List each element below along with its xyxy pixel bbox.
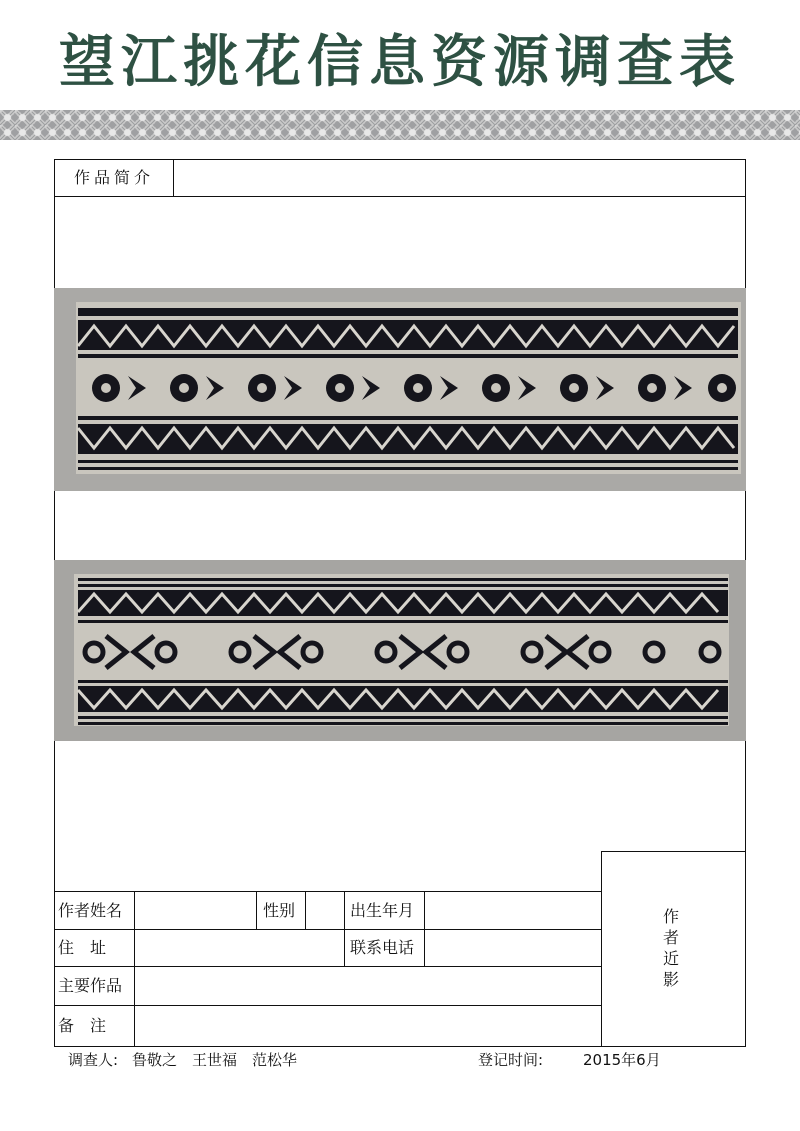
author-name-label: 作者姓名	[58, 901, 123, 920]
form-divider	[54, 196, 746, 197]
form-divider	[134, 891, 135, 1047]
works-label: 主要作品	[58, 976, 123, 995]
date-label: 登记时间:	[478, 1051, 544, 1069]
form-divider	[54, 1005, 601, 1006]
form-divider	[54, 966, 601, 967]
works-field[interactable]	[136, 968, 599, 1003]
address-label: 住 址	[58, 938, 107, 957]
remarks-field[interactable]	[136, 1007, 599, 1045]
form-divider	[54, 929, 601, 930]
date-value: 2015年6月	[583, 1051, 661, 1069]
textile-photo-2	[54, 560, 746, 741]
form-divider	[344, 891, 345, 966]
phone-label: 联系电话	[350, 938, 415, 957]
textile-photo-1	[54, 288, 746, 491]
birth-field[interactable]	[426, 893, 599, 927]
intro-label: 作品简介	[74, 168, 155, 187]
gender-label: 性别	[263, 901, 296, 920]
intro-field[interactable]	[175, 161, 744, 195]
investigators-label: 调查人:	[68, 1051, 119, 1069]
gender-field[interactable]	[307, 893, 342, 927]
photo-label-char: 者	[662, 928, 679, 947]
form-divider	[424, 891, 425, 966]
form-divider	[173, 159, 174, 196]
form-divider	[601, 851, 746, 852]
form-divider	[601, 851, 602, 1047]
birth-label: 出生年月	[350, 901, 415, 920]
form-divider	[305, 891, 306, 929]
photo-label-char: 影	[662, 970, 679, 989]
decorative-band	[0, 110, 800, 140]
page-title: 望江挑花信息资源调查表	[59, 29, 741, 95]
investigators-value: 鲁敬之 王世福 范松华	[132, 1051, 298, 1069]
phone-field[interactable]	[426, 931, 599, 965]
author-photo-field[interactable]	[603, 853, 744, 1045]
photo-label-char: 近	[662, 949, 679, 968]
author-name-field[interactable]	[136, 893, 254, 927]
form-divider	[256, 891, 257, 929]
address-field[interactable]	[136, 931, 342, 965]
form-divider	[54, 891, 601, 892]
photo-label-char: 作	[662, 907, 679, 926]
remarks-label: 备 注	[58, 1016, 107, 1035]
